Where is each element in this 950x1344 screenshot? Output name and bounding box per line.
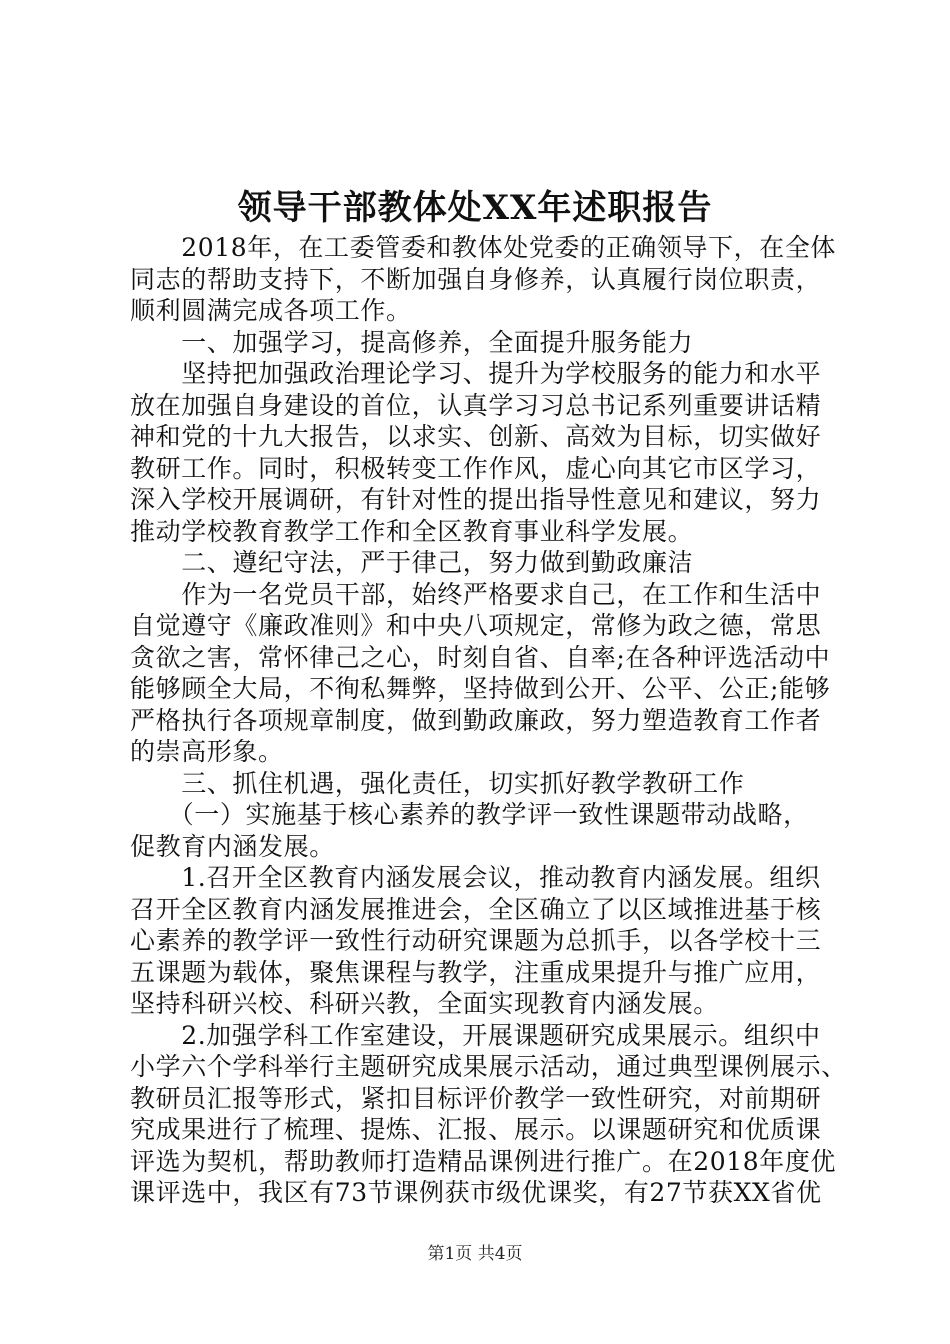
body-line: 2018年，在工委管委和教体处党委的正确领导下，在全体: [130, 233, 837, 262]
body-line: 严格执行各项规章制度，做到勤政廉政，努力塑造教育工作者: [130, 705, 822, 735]
body-line: 评选为契机，帮助教师打造精品课例进行推广。在2018年度优: [130, 1146, 837, 1176]
body-line: 深入学校开展调研，有针对性的提出指导性意见和建议，努力: [130, 485, 822, 514]
body-line: 心素养的教学评一致性行动研究课题为总抓手，以各学校十三: [130, 926, 822, 955]
section-heading: 二、遵纪守法，严于律己，努力做到勤政廉洁: [130, 548, 694, 577]
body-line: 小学六个学科举行主题研究成果展示活动，通过典型课例展示、: [130, 1052, 847, 1081]
body-line: 教研员汇报等形式，紧扣目标评价教学一致性研究，对前期研: [130, 1083, 822, 1113]
body-line: 教研工作。同时，积极转变工作作风，虚心向其它市区学习，: [130, 453, 822, 483]
body-line: 召开全区教育内涵发展推进会，全区确立了以区域推进基于核: [130, 894, 822, 924]
page-footer: 第1页 共4页: [427, 1244, 523, 1264]
body-line: 放在加强自身建设的首位，认真学习习总书记系列重要讲话精: [130, 390, 822, 420]
document-title: 领导干部教体处XX年述职报告: [237, 188, 713, 228]
body-line: 推动学校教育教学工作和全区教育事业科学发展。: [130, 516, 694, 546]
body-line: 自觉遵守《廉政准则》和中央八项规定，常修为政之德，常思: [130, 611, 822, 640]
body-line: 能够顾全大局，不徇私舞弊，坚持做到公开、公平、公正;能够: [130, 674, 831, 703]
body-line: 2.加强学科工作室建设，开展课题研究成果展示。组织中: [130, 1020, 821, 1050]
body-line: 究成果进行了梳理、提炼、汇报、展示。以课题研究和优质课: [130, 1115, 822, 1144]
section-heading: 三、抓住机遇，强化责任，切实抓好教学教研工作: [130, 768, 745, 798]
body-line: 1.召开全区教育内涵发展会议，推动教育内涵发展。组织: [130, 863, 821, 892]
body-line: 五课题为载体，聚焦课程与教学，注重成果提升与推广应用，: [130, 957, 822, 987]
body-line: 促教育内涵发展。: [130, 831, 335, 861]
body-line: 坚持把加强政治理论学习、提升为学校服务的能力和水平: [130, 359, 822, 388]
body-line: 坚持科研兴校、科研兴教，全面实现教育内涵发展。: [130, 989, 719, 1018]
body-line: 顺利圆满完成各项工作。: [130, 296, 412, 325]
subsection-heading: （一）实施基于核心素养的教学评一致性课题带动战略，: [130, 800, 809, 829]
document-body: [130, 232, 847, 1209]
section-heading: 一、加强学习，提高修养，全面提升服务能力: [130, 327, 694, 357]
body-line: 课评选中，我区有73节课例获市级优课奖，有27节获XX省优: [130, 1178, 822, 1207]
body-line: 神和党的十九大报告，以求实、创新、高效为目标，切实做好: [130, 422, 822, 451]
body-line: 贪欲之害，常怀律己之心，时刻自省、自率;在各种评选活动中: [130, 642, 831, 672]
body-line: 同志的帮助支持下，不断加强自身修养，认真履行岗位职责，: [130, 264, 822, 294]
body-line: 的崇高形象。: [130, 737, 284, 766]
body-line: 作为一名党员干部，始终严格要求自己，在工作和生活中: [130, 579, 822, 609]
